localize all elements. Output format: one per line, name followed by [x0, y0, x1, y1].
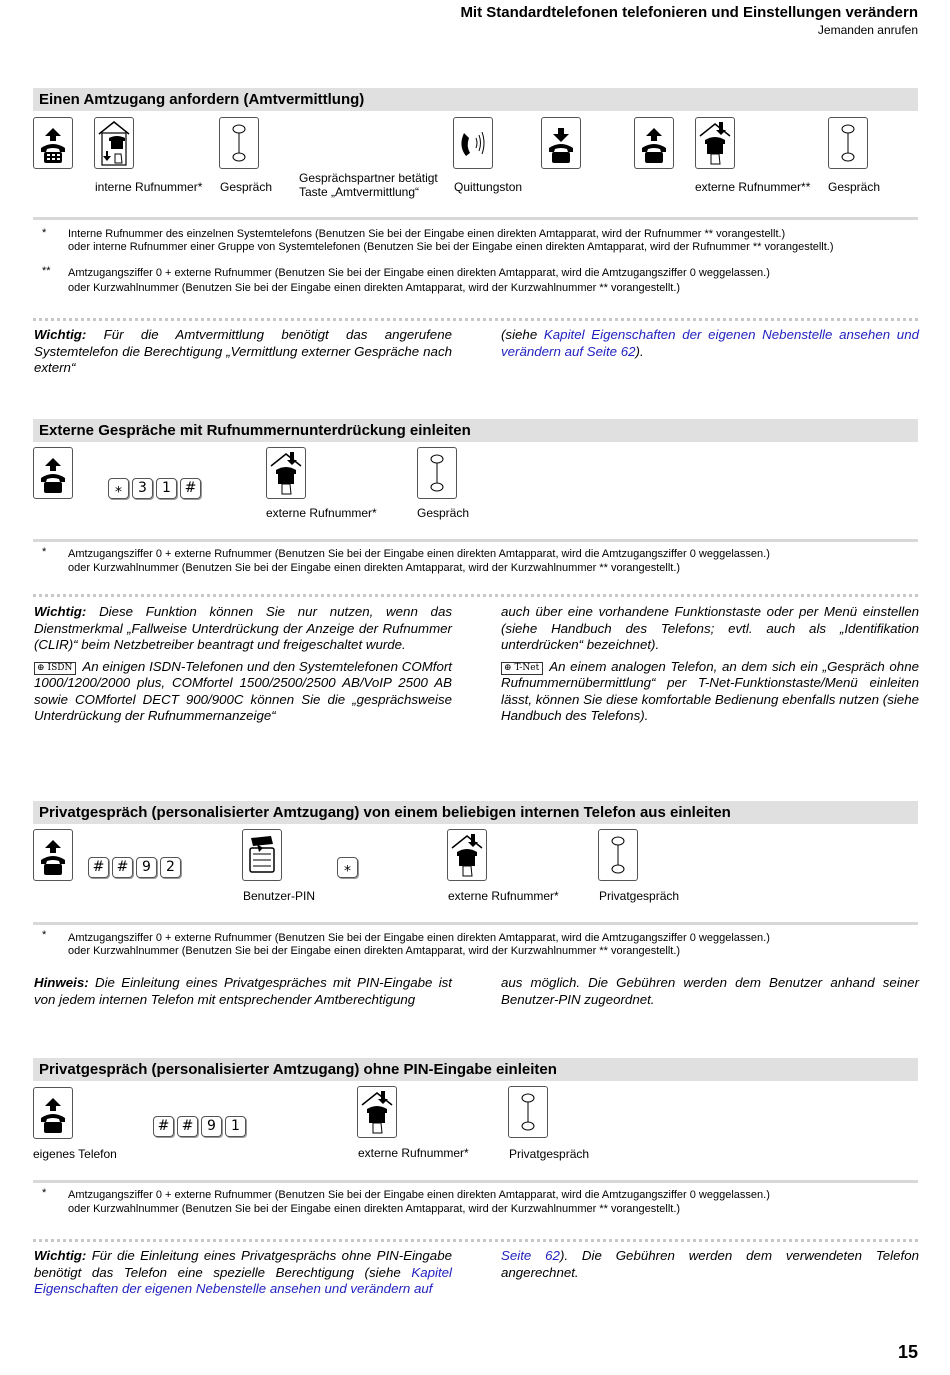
section-title: Privatgespräch (personalisierter Amtzugang) von einem beliebigen internen Telefon aus einleiten [39, 804, 731, 821]
note-label: Wichtig: [34, 327, 87, 342]
caption: eigenes Telefon [33, 1147, 117, 1161]
key-9[interactable]: 9 [136, 857, 157, 878]
key-hash[interactable]: # [153, 1116, 174, 1137]
page-link[interactable]: Seite 62 [501, 1248, 560, 1263]
note-label: Wichtig: [34, 604, 87, 619]
section-title: Privatgespräch (personalisierter Amtzugang) ohne PIN-Eingabe einleiten [39, 1061, 557, 1078]
caption: Privatgespräch [509, 1147, 590, 1161]
external-dial-icon [695, 117, 735, 169]
chapter-link[interactable]: Kapitel Eigenschaften der eigenen Nebenstelle ansehen und verändern auf Seite 62 [501, 327, 919, 359]
tnet-tag: ⊕ T-Net [501, 662, 543, 675]
caption: Gespräch [828, 180, 881, 194]
footnote-text: Amtzugangsziffer 0 + externe Rufnummer (Benutzen Sie bei der Eingabe einen direkten Amtapparat, wird die Amtzugangsziffer 0 weggelassen.) [68, 267, 770, 279]
page-number: 15 [897, 1342, 918, 1362]
handset-lift-icon [33, 117, 73, 169]
caption: externe Rufnummer* [358, 1146, 469, 1160]
internal-dial-icon [94, 117, 134, 169]
conversation-icon [598, 829, 638, 881]
divider [33, 1180, 918, 1183]
caption: Gespräch [220, 180, 273, 194]
external-dial-icon [357, 1086, 397, 1138]
footnote-text: oder Kurzwahlnummer (Benutzen Sie bei der Eingabe einen direkten Amtapparat, wird der Kurzwahlnummer ** vorangestellt.) [68, 1203, 681, 1215]
conversation-icon [828, 117, 868, 169]
key-hash[interactable]: # [177, 1116, 198, 1137]
tnet-symbol-icon: ⊕ [504, 662, 512, 673]
footnote-text: oder Kurzwahlnummer (Benutzen Sie bei der Eingabe einen direkten Amtapparat, wird der Kurzwahlnummer ** vorangestellt.) [68, 562, 681, 574]
caption: externe Rufnummer* [448, 889, 559, 903]
note-label: Wichtig: [34, 1248, 87, 1263]
footnote-text: oder interne Rufnummer einer Gruppe von Systemtelefonen (Benutzen Sie bei der Eingabe einen direkten Amtapparat, wird der Rufnummer ** vorangestellt.) [68, 241, 834, 253]
key-9[interactable]: 9 [201, 1116, 222, 1137]
caption: Quittungston [454, 180, 523, 194]
caption: externe Rufnummer** [695, 180, 811, 194]
footnote-marker: * [42, 1187, 47, 1199]
caption: interne Rufnummer* [95, 180, 203, 194]
note-right [501, 604, 919, 725]
isdn-symbol-icon: ⊕ [37, 662, 45, 673]
footnote-text: Amtzugangsziffer 0 + externe Rufnummer (Benutzen Sie bei der Eingabe einen direkten Amtapparat, wird die Amtzugangsziffer 0 weggelassen.) [68, 932, 770, 944]
page-header-title: Mit Standardtelefonen telefonieren und Einstellungen verändern [460, 4, 918, 21]
key-sequence [88, 857, 181, 878]
note-text: Für die Einleitung eines Privatgesprächs ohne PIN-Eingabe benötigt das Telefon eine spezielle Berechtigung (siehe [34, 1248, 452, 1280]
caption: Gespräch [417, 506, 470, 520]
note-text: Für die Amtvermittlung benötigt das angerufene Systemtelefon die Berechtigung „Vermittlung externer Gespräche nach extern“ [34, 327, 452, 375]
conversation-icon [508, 1086, 548, 1138]
caption: Privatgespräch [599, 889, 680, 903]
key-3[interactable]: 3 [132, 478, 153, 499]
section-title-bar [33, 88, 918, 111]
key-sequence [337, 857, 358, 878]
caption: Benutzer-PIN [243, 889, 316, 903]
key-1[interactable]: 1 [156, 478, 177, 499]
key-hash[interactable]: # [180, 478, 201, 499]
key-hash[interactable]: # [88, 857, 109, 878]
key-sequence [153, 1116, 246, 1137]
note-right [501, 975, 919, 1008]
note-right [501, 1248, 919, 1281]
external-dial-icon [447, 829, 487, 881]
section-title-bar [33, 419, 918, 442]
note-text: (siehe [501, 327, 544, 342]
divider [33, 217, 918, 220]
handset-lift-icon [33, 447, 73, 499]
handset-lift-icon [33, 829, 73, 881]
note-label: Hinweis: [34, 975, 89, 990]
dotted-divider [33, 1239, 918, 1242]
footnote-marker: * [42, 929, 47, 941]
key-star[interactable]: ⁎ [337, 857, 358, 878]
note-left [34, 604, 452, 725]
note-text: ). Die Gebühren werden dem verwendeten Telefon angerechnet. [501, 1248, 919, 1280]
section-title-bar [33, 1058, 918, 1081]
dotted-divider [33, 318, 918, 321]
conversation-icon [417, 447, 457, 499]
footnote-text: oder Kurzwahlnummer (Benutzen Sie bei der Eingabe einen direkten Amtapparat, wird der Kurzwahlnummer ** vorangestellt.) [68, 282, 681, 294]
key-2[interactable]: 2 [160, 857, 181, 878]
isdn-tag: ⊕ ISDN [34, 662, 76, 675]
caption: Gesprächspartner betätigt [299, 171, 438, 185]
section-title: Einen Amtzugang anfordern (Amtvermittlung) [39, 91, 365, 108]
key-star[interactable]: ⁎ [108, 478, 129, 499]
note-left [34, 975, 452, 1008]
chapter-link[interactable]: Kapitel Eigenschaften der eigenen Nebenstelle ansehen und verändern auf [34, 1264, 452, 1296]
divider [33, 922, 918, 925]
footnote-marker: ** [42, 265, 51, 277]
section-title-bar [33, 801, 918, 824]
handset-lift-icon [33, 1087, 73, 1139]
note-text: ). [635, 343, 644, 359]
note-left [34, 1248, 452, 1298]
key-hash[interactable]: # [112, 857, 133, 878]
note-text: An einigen ISDN-Telefonen und den Systemtelefonen COMfort 1000/1200/2000 plus, COMfortel 1500/2500/2500 AB/VoIP 2500 AB sowie COMfortel DECT 900/900C können Sie die „gesprächsweise Unterdrückung der Rufnummernanzeige“ [34, 658, 452, 723]
caption: externe Rufnummer* [266, 506, 377, 520]
key-sequence [108, 478, 201, 499]
acknowledge-tone-icon [453, 117, 493, 169]
note-text: auch über eine vorhandene Funktionstaste oder per Menü einstellen (siehe Handbuch des Telefons; evtl. auch als „Identifikation unterdrücken“ bezeichnet). [501, 604, 919, 652]
note-text: An einem analogen Telefon, an dem sich ein „Gespräch ohne Rufnummernübermittlung“ per T-Net-Funktionstaste/Menü einleiten lässt, können Sie diese komfortable Bedienung ebenfalls nutzen (siehe Handbuch des Telefons). [501, 658, 919, 723]
external-dial-icon [266, 447, 306, 499]
section-title: Externe Gespräche mit Rufnummernunterdrückung einleiten [39, 422, 471, 439]
key-1[interactable]: 1 [225, 1116, 246, 1137]
page-header-subtitle: Jemanden anrufen [817, 23, 918, 37]
note-text: aus möglich. Die Gebühren werden dem Benutzer anhand seiner Benutzer-PIN zugeordnet. [501, 975, 919, 1007]
footnote-marker: * [42, 546, 47, 558]
note-right [501, 327, 919, 360]
divider [33, 539, 918, 542]
footnote-text: oder Kurzwahlnummer (Benutzen Sie bei der Eingabe einen direkten Amtapparat, wird der Kurzwahlnummer ** vorangestellt.) [68, 945, 681, 957]
handset-down-icon [541, 117, 581, 169]
footnote-text: Amtzugangsziffer 0 + externe Rufnummer (Benutzen Sie bei der Eingabe einen direkten Amtapparat, wird die Amtzugangsziffer 0 weggelassen.) [68, 548, 770, 560]
note-text: Die Einleitung eines Privatgespräches mit PIN-Eingabe ist von jedem internen Telefon mit entsprechender Amtberechtigung [34, 975, 452, 1007]
handset-lift-icon [634, 117, 674, 169]
note-text: Diese Funktion können Sie nur nutzen, wenn das Dienstmerkmal „Fallweise Unterdrückung der Anzeige der Rufnummer (CLIR)“ beim Netzbetreiber beantragt und freigeschaltet wurde. [34, 604, 452, 652]
footnote-text: Interne Rufnummer des einzelnen Systemtelefons (Benutzen Sie bei der Eingabe einen direkten Amtapparat, wird der Rufnummer ** vorangestellt.) [68, 228, 786, 240]
footnote-marker: * [42, 227, 47, 239]
caption: Taste „Amtvermittlung“ [299, 185, 420, 199]
pin-entry-icon [242, 829, 282, 881]
note-left [34, 327, 452, 377]
dotted-divider [33, 594, 918, 597]
conversation-icon [219, 117, 259, 169]
footnote-text: Amtzugangsziffer 0 + externe Rufnummer (Benutzen Sie bei der Eingabe einen direkten Amtapparat, wird die Amtzugangsziffer 0 weggelassen.) [68, 1189, 770, 1201]
